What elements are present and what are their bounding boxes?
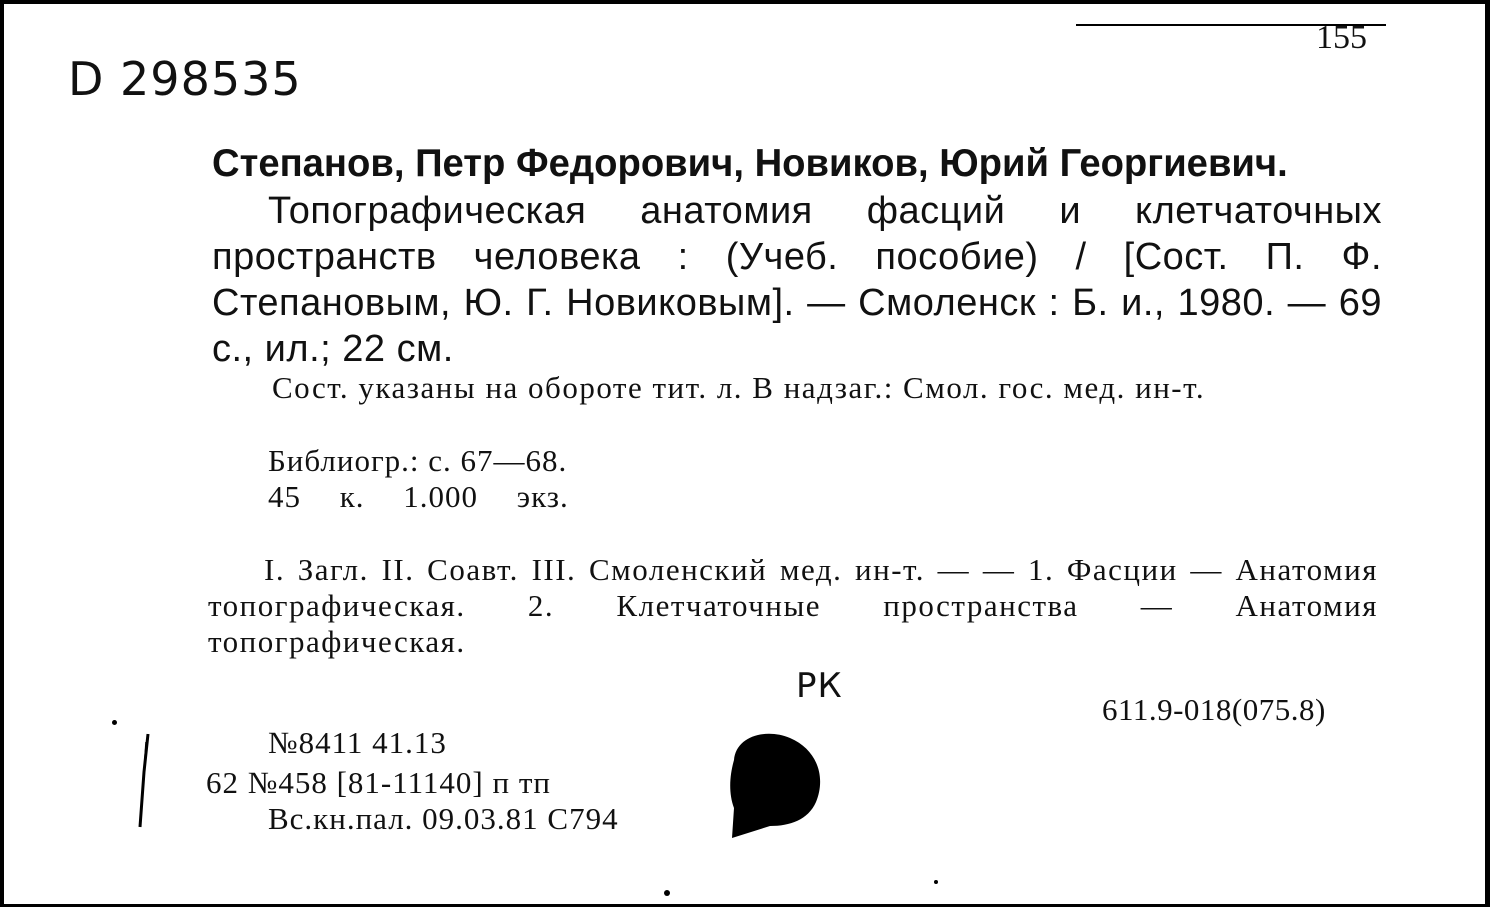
price-line: 45 к. 1.000 экз. (268, 479, 569, 514)
speck (934, 880, 938, 884)
speck (112, 720, 117, 725)
main-description: Топографическая анатомия фасций и клетчаточных пространств человека : (Учеб. пособие) / [Сост. П. Ф. Степановым, Ю. Г. Новиковым]. — Смоленск : Б. и., 1980. — 69 с., ил.; 22 см. (212, 190, 1382, 370)
register-line: №8411 41.13 (268, 725, 447, 760)
card-number: D 298535 (68, 52, 302, 106)
chamber-line: Вс.кн.пал. 09.03.81 С794 (268, 801, 619, 836)
bibliography-note: Библиогр.: с. 67—68. (268, 443, 568, 478)
page-number: 155 (1316, 19, 1367, 56)
handwritten-initials: РК (796, 666, 843, 706)
author-line: Степанов, Петр Федорович, Новиков, Юрий Георгиевич. (212, 142, 1288, 185)
subject-headings: I. Загл. II. Соавт. III. Смоленский мед. ин-т. — — 1. Фасции — Анатомия топографическая. 2. Клетчаточные пространства — Анатомия топографическая. (208, 552, 1378, 659)
speck (664, 890, 670, 896)
ink-blot (726, 730, 826, 842)
udc-code: 611.9-018(075.8) (1102, 692, 1326, 727)
note-text: Сост. указаны на обороте тит. л. В надзаг.: Смол. гос. мед. ин-т. (272, 370, 1206, 405)
publisher-line: 62 №458 [81-11140] п тп (206, 765, 551, 800)
margin-mark (132, 732, 156, 832)
